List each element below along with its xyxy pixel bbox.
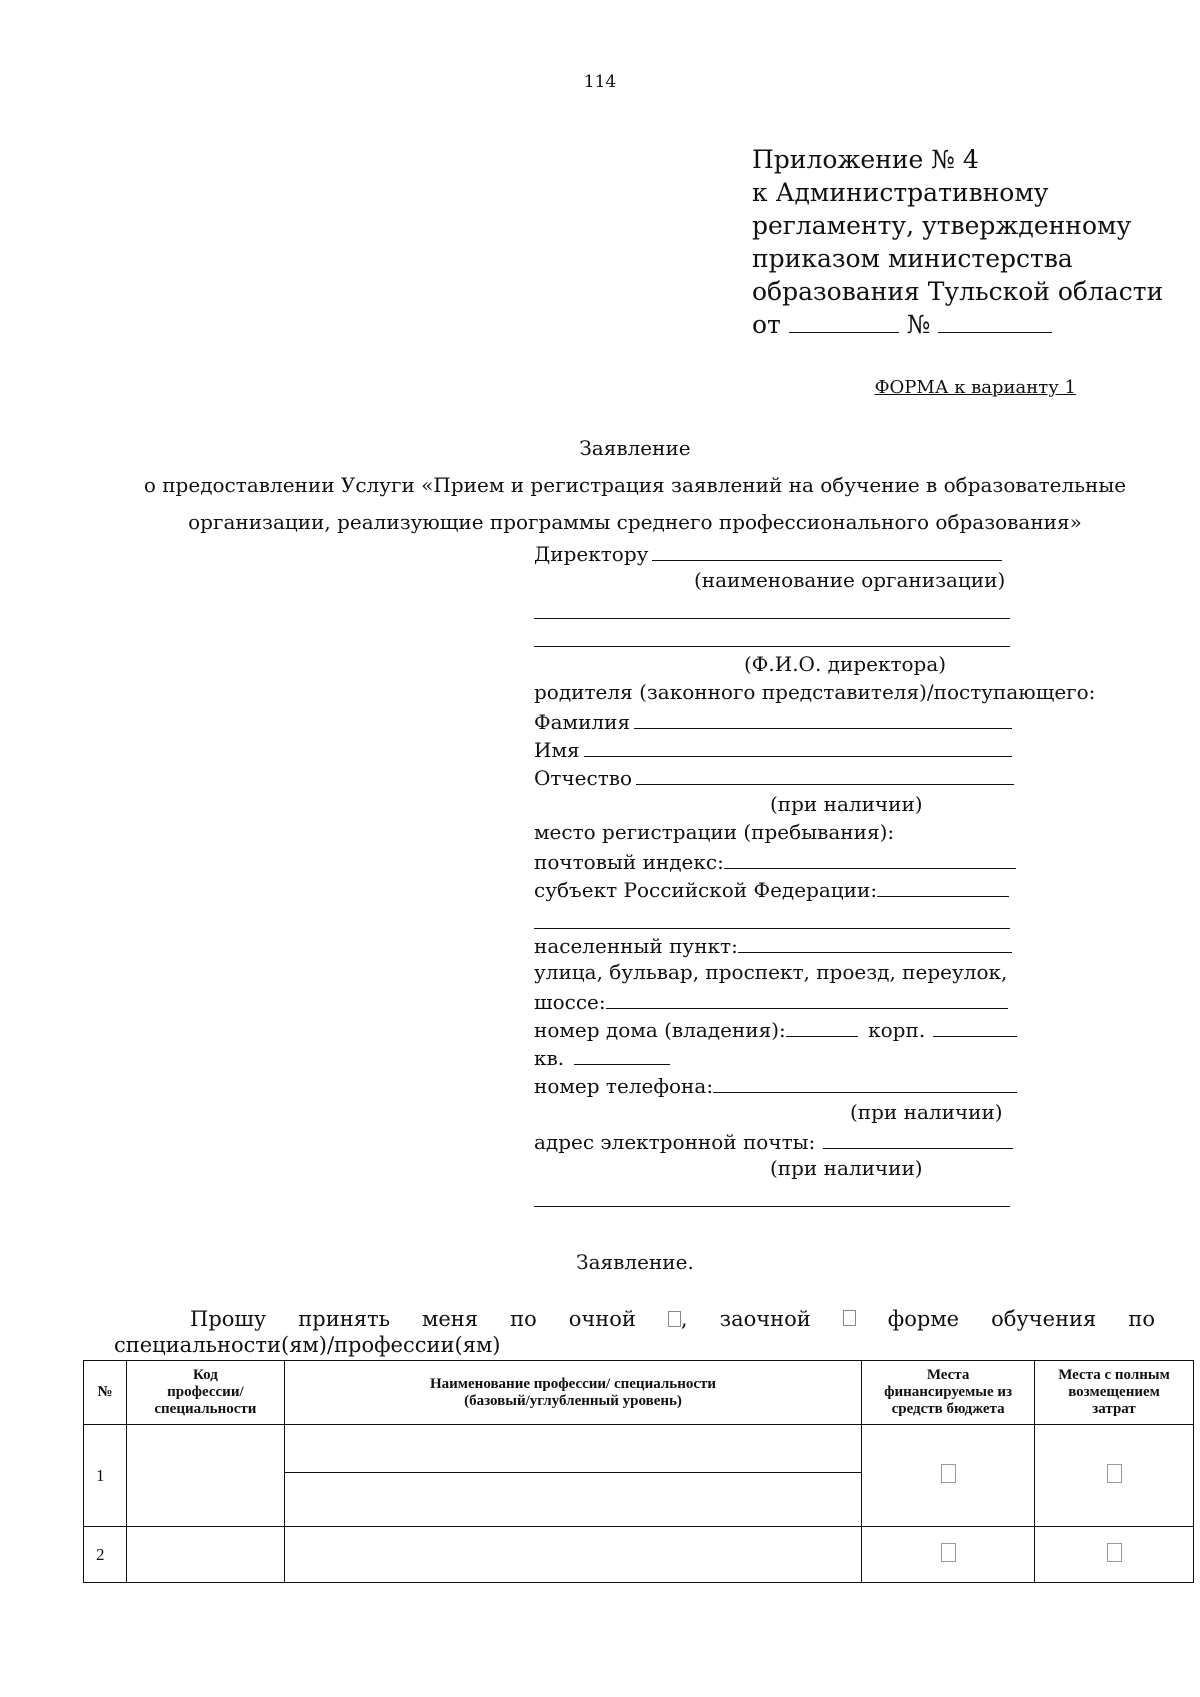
appendix-line-3: регламенту, утвержденному	[752, 211, 1132, 240]
phone-field	[534, 1072, 1017, 1098]
email-label: адрес электронной почты:	[534, 1130, 816, 1154]
forma-label: ФОРМА к варианту 1	[874, 377, 1076, 398]
director-field	[534, 540, 1002, 566]
house-blank[interactable]	[786, 1016, 858, 1037]
subject-blank[interactable]	[877, 876, 1009, 897]
request-word-1: Прошу	[190, 1307, 267, 1331]
email-blank[interactable]	[823, 1128, 1013, 1149]
settlement-label: населенный пункт:	[534, 934, 738, 958]
subject-field	[534, 876, 1009, 902]
row-1-paid-cell	[1035, 1425, 1194, 1527]
row-2-budget-checkbox[interactable]	[941, 1543, 956, 1562]
row-1-code-cell[interactable]	[126, 1425, 284, 1527]
house-field	[534, 1016, 1017, 1042]
request-comma: ,	[680, 1307, 688, 1331]
row-2-budget-cell	[862, 1527, 1035, 1583]
statement2-title: Заявление.	[576, 1250, 694, 1274]
request-word-6: заочной	[719, 1307, 811, 1331]
professions-table	[83, 1360, 1194, 1583]
settlement-blank[interactable]	[738, 932, 1012, 953]
director-line-1[interactable]	[534, 618, 1010, 619]
phone-label: номер телефона:	[534, 1074, 714, 1098]
phone-hint: (при наличии)	[850, 1100, 1003, 1124]
highway-field	[534, 988, 1008, 1014]
apt-field	[534, 1044, 670, 1070]
surname-label: Фамилия	[534, 710, 631, 734]
request-word-3: меня	[422, 1307, 479, 1331]
surname-field	[534, 708, 1012, 734]
request-word-8: обучения	[991, 1307, 1097, 1331]
header-code: Код профессии/ специальности	[126, 1361, 284, 1425]
request-word-7: форме	[887, 1307, 960, 1331]
statement-subtitle-line-1: о предоставлении Услуги «Прием и регистрация заявлений на обучение в образовательные	[143, 473, 1127, 497]
request-word-5: очной	[568, 1307, 636, 1331]
header-paid: Места с полным возмещением затрат	[1035, 1361, 1194, 1425]
row-2-code-cell[interactable]	[126, 1527, 284, 1583]
appendix-date-number	[752, 308, 1163, 341]
postal-field	[534, 848, 1016, 874]
director-org-blank[interactable]	[652, 540, 1002, 561]
org-name-hint: (наименование организации)	[694, 568, 1006, 592]
appendix-number-blank[interactable]	[938, 308, 1052, 333]
signature-line[interactable]	[534, 1206, 1010, 1207]
row-2-paid-checkbox[interactable]	[1107, 1543, 1122, 1562]
registration-label: место регистрации (пребывания):	[534, 820, 895, 844]
surname-blank[interactable]	[634, 708, 1012, 729]
header-name: Наименование профессии/ специальности (базовый/углубленный уровень)	[284, 1361, 861, 1425]
director-fio-hint: (Ф.И.О. директора)	[744, 652, 947, 676]
row-1-budget-checkbox[interactable]	[941, 1464, 956, 1483]
fulltime-option	[668, 1307, 688, 1331]
request-line-2: специальности(ям)/профессии(ям)	[114, 1333, 501, 1357]
postal-label: почтовый индекс:	[534, 850, 724, 874]
row-2-num: 2	[84, 1527, 127, 1583]
apt-blank[interactable]	[574, 1044, 670, 1065]
fulltime-checkbox[interactable]	[668, 1311, 681, 1327]
phone-blank[interactable]	[713, 1072, 1017, 1093]
page-number: 114	[583, 72, 617, 92]
appendix-line-1: Приложение № 4	[752, 145, 979, 174]
highway-label: шоссе:	[534, 990, 606, 1014]
subject-line-2[interactable]	[534, 928, 1010, 929]
table-header-row	[84, 1361, 1194, 1425]
name-field	[534, 736, 1012, 762]
appendix-block	[752, 143, 1163, 341]
email-field	[534, 1128, 1013, 1154]
street-label: улица, бульвар, проспект, проезд, переулок,	[534, 960, 1008, 984]
patronymic-label: Отчество	[534, 766, 633, 790]
name-label: Имя	[534, 738, 580, 762]
director-label: Директору	[534, 542, 649, 566]
patronymic-blank[interactable]	[636, 764, 1014, 785]
appendix-no-label: №	[906, 310, 931, 339]
table-row	[84, 1425, 1194, 1473]
settlement-field	[534, 932, 1012, 958]
apt-label: кв.	[534, 1046, 565, 1070]
appendix-line-2: к Административному	[752, 178, 1049, 207]
statement-title: Заявление	[579, 436, 691, 460]
row-1-name-cell-a[interactable]	[284, 1425, 861, 1473]
house-label: номер дома (владения):	[534, 1018, 786, 1042]
appendix-line-5: образования Тульской области	[752, 277, 1164, 306]
statement-subtitle-line-2: организации, реализующие программы среднего профессионального образования»	[188, 510, 1082, 534]
appendix-line-4: приказом министерства	[752, 244, 1073, 273]
row-2-name-cell[interactable]	[284, 1527, 861, 1583]
row-1-paid-checkbox[interactable]	[1107, 1464, 1122, 1483]
row-1-name-cell-b[interactable]	[284, 1473, 861, 1527]
header-budget: Места финансируемые из средств бюджета	[862, 1361, 1035, 1425]
row-1-num: 1	[84, 1425, 127, 1527]
appendix-date-blank[interactable]	[789, 308, 899, 333]
parttime-checkbox[interactable]	[843, 1310, 856, 1326]
request-word-9: по	[1128, 1307, 1155, 1331]
name-blank[interactable]	[584, 736, 1012, 757]
director-line-2[interactable]	[534, 646, 1010, 647]
header-num: №	[84, 1361, 127, 1425]
row-1-budget-cell	[862, 1425, 1035, 1527]
parent-label: родителя (законного представителя)/поступающего:	[534, 680, 1096, 704]
table-row	[84, 1527, 1194, 1583]
request-word-2: принять	[298, 1307, 391, 1331]
appendix-from-label: от	[752, 310, 781, 339]
row-2-paid-cell	[1035, 1527, 1194, 1583]
email-hint: (при наличии)	[770, 1156, 923, 1180]
request-word-4: по	[510, 1307, 537, 1331]
subject-label: субъект Российской Федерации:	[534, 878, 878, 902]
highway-blank[interactable]	[606, 988, 1008, 1009]
patronymic-hint: (при наличии)	[770, 792, 923, 816]
request-line-1	[190, 1307, 1155, 1331]
postal-blank[interactable]	[724, 848, 1016, 869]
building-blank[interactable]	[933, 1016, 1017, 1037]
patronymic-field	[534, 764, 1014, 790]
building-label: корп.	[868, 1018, 926, 1042]
